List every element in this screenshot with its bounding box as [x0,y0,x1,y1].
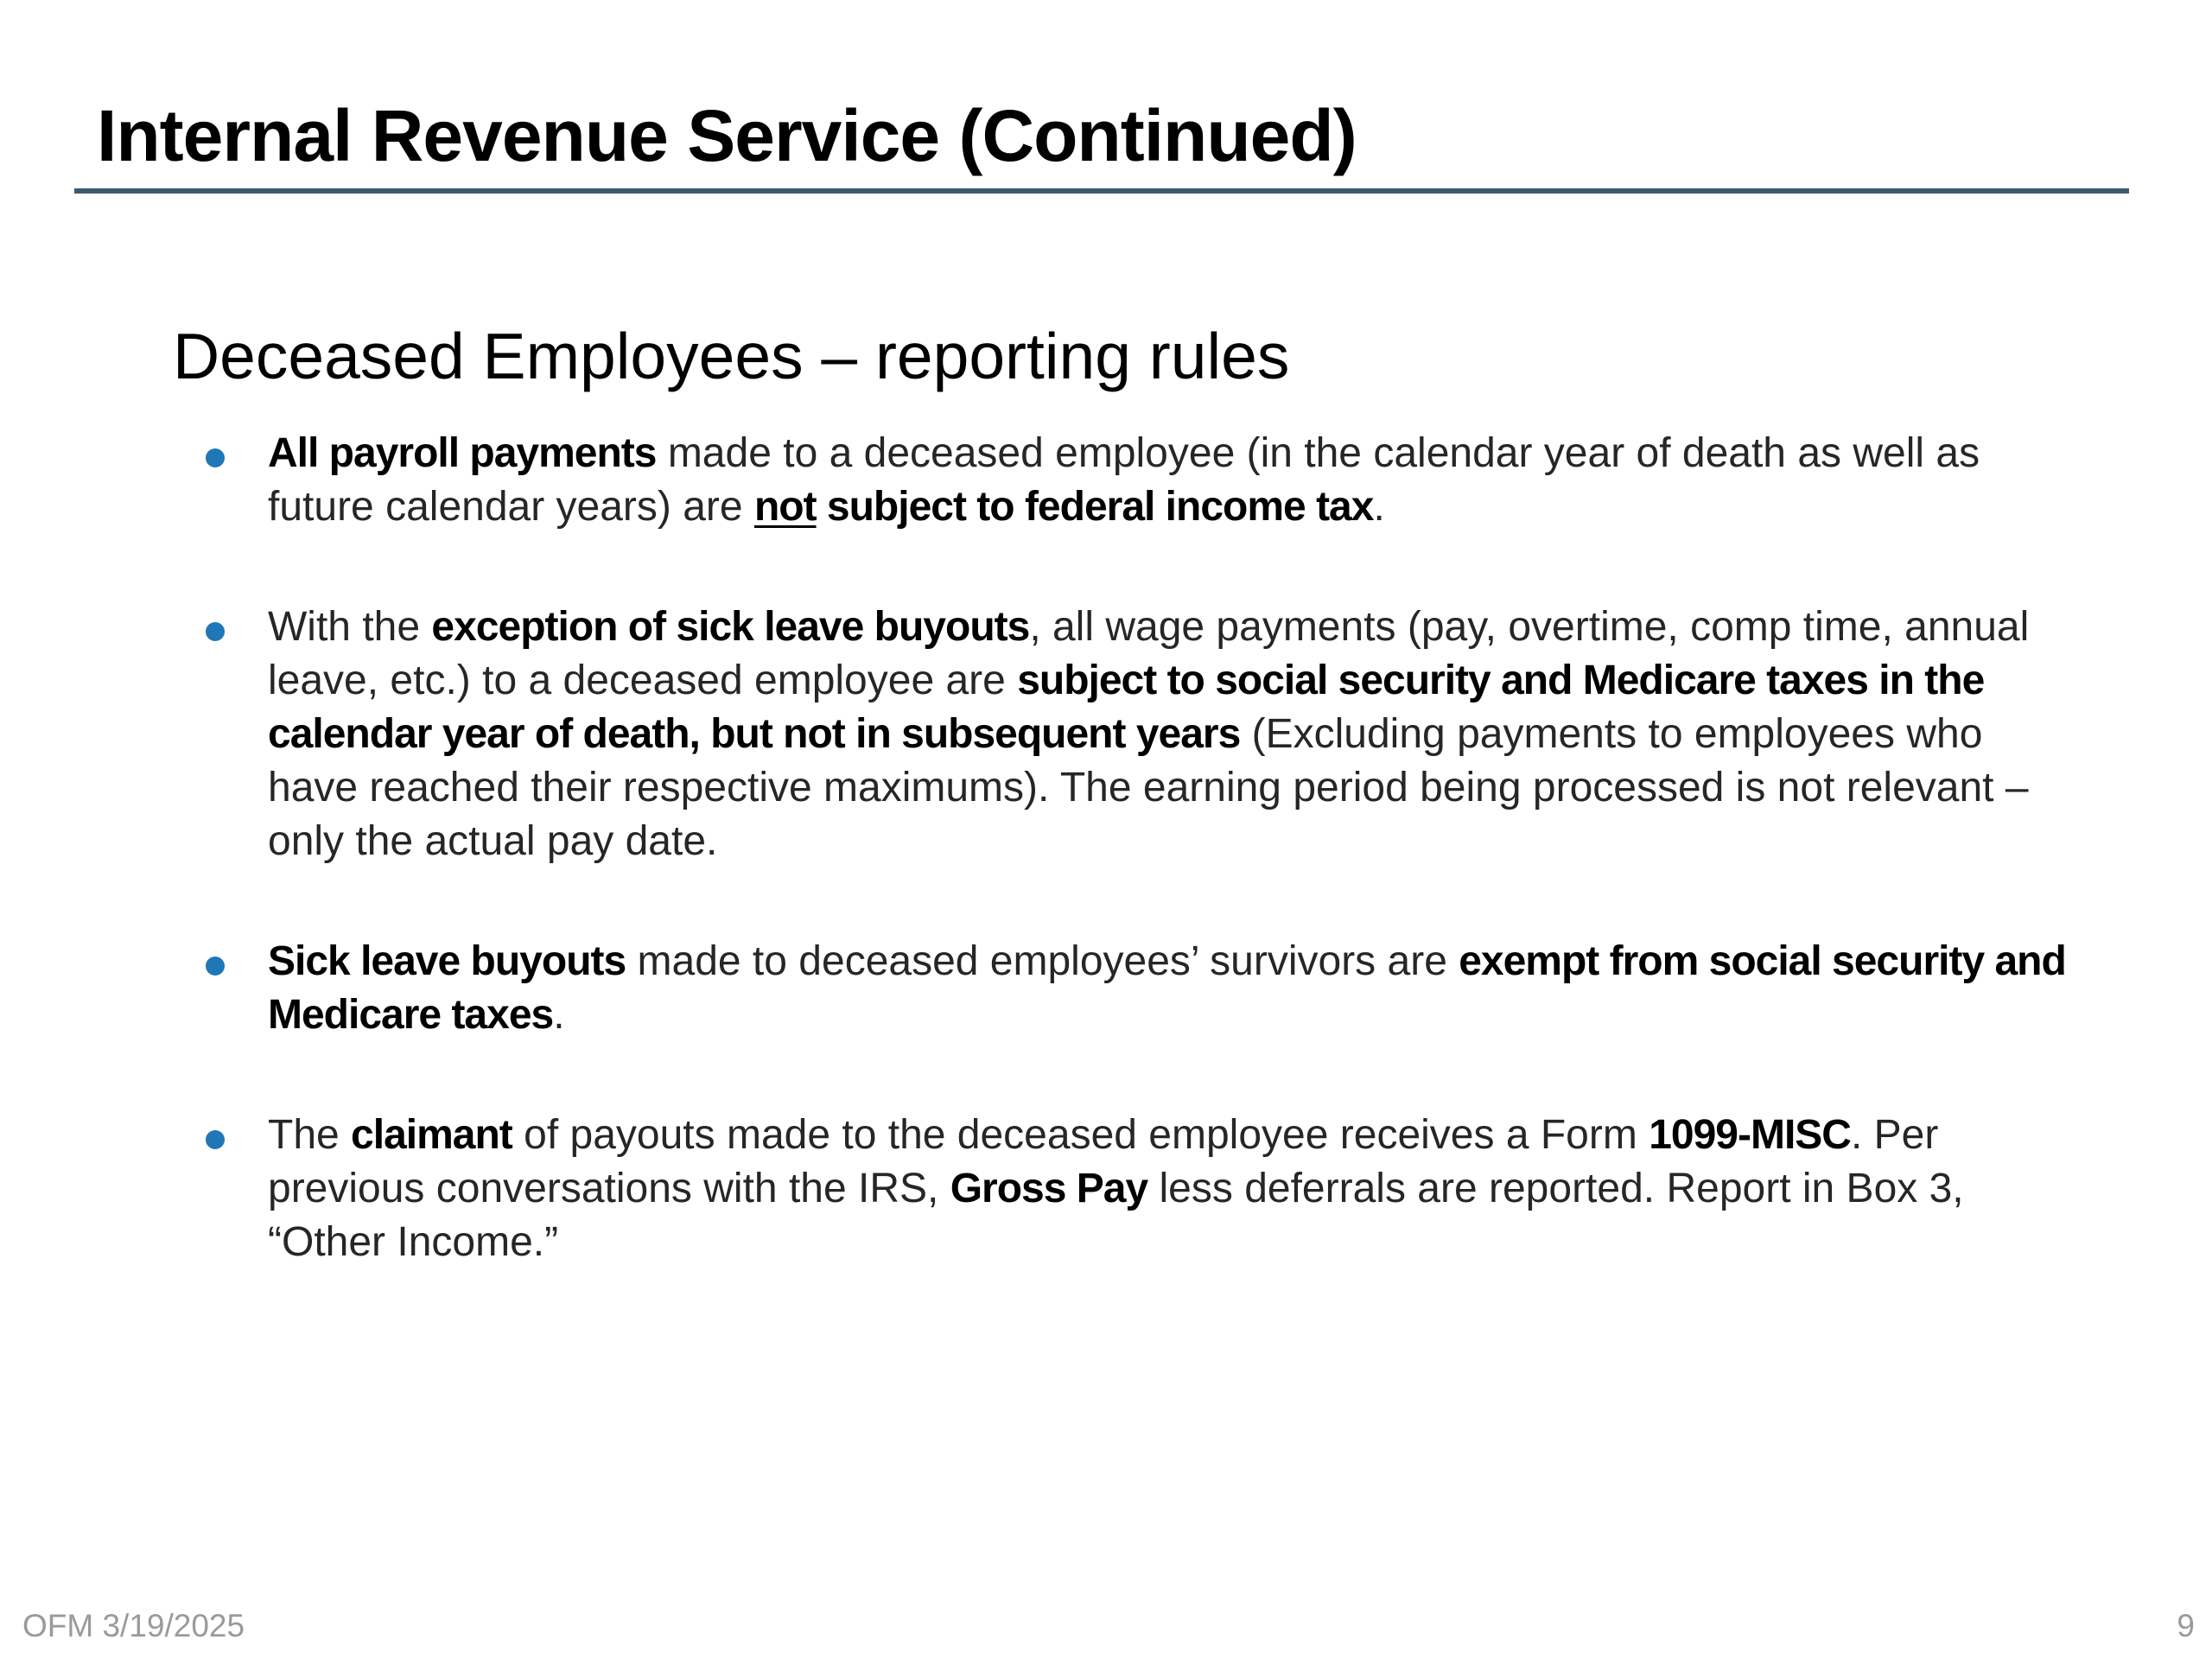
bullet-bold-text: Gross Pay [950,1166,1148,1211]
bullet-text: , all wage payments (pay, overtime, comp time, annual leave, etc.) to a deceased employee are [268,604,2030,703]
title-divider [74,188,2129,194]
bullet-text: With the [268,604,432,650]
bullet-text: (Excluding payments to employees who have reached their respective maximums). The earning period being processed is not relevant – only the actual pay date. [268,711,2029,864]
bullet-text: . [553,992,565,1038]
bullet-bold-text: claimant [351,1112,512,1158]
bullet-dot-icon [206,1130,225,1149]
bullet-text: of payouts made to the deceased employee receives a Form [512,1112,1649,1158]
slide-title: Internal Revenue Service (Continued) [97,95,1357,176]
section-heading: Deceased Employees – reporting rules [173,320,1290,392]
bullet-bold-text: exception of sick leave buyouts [431,604,1030,650]
bullet-bold-text: subject to social security and Medicare taxes in the calendar year of death, but not in subsequent years [268,658,1985,757]
bullet-item-payroll-payments [268,427,2074,534]
bullet-list [268,427,2074,1336]
bullet-underlined-text: not [753,484,817,530]
bullet-text: . Per previous conversations with the IRS, [268,1112,1939,1211]
bullet-item-sick-leave-buyouts [268,935,2074,1042]
bullet-text: The [268,1112,352,1158]
bullet-text: less deferrals are reported. Report in Box 3, “Other Income.” [268,1166,1964,1265]
bullet-bold-text: All payroll payments [268,430,657,476]
slide-number: 9 [2177,1608,2195,1643]
bullet-bold-text: 1099-MISC [1649,1112,1851,1158]
bullet-text: . [1373,484,1385,530]
bullet-item-wage-payments [268,601,2074,868]
bullet-bold-text: Sick leave buyouts [268,938,626,984]
bullet-text: made to a deceased employee (in the calendar year of death as well as future calendar years) are [268,430,1980,530]
bullet-dot-icon [206,622,225,641]
bullet-dot-icon [206,957,225,976]
bullet-text: made to deceased employees’ survivors are [626,938,1459,984]
bullet-dot-icon [206,448,225,467]
bullet-bold-text: subject to federal income tax [816,484,1374,530]
footer-date: OFM 3/19/2025 [22,1608,245,1643]
bullet-item-claimant-1099 [268,1109,2074,1269]
bullet-bold-text: exempt from social security and Medicare taxes [268,938,2066,1038]
